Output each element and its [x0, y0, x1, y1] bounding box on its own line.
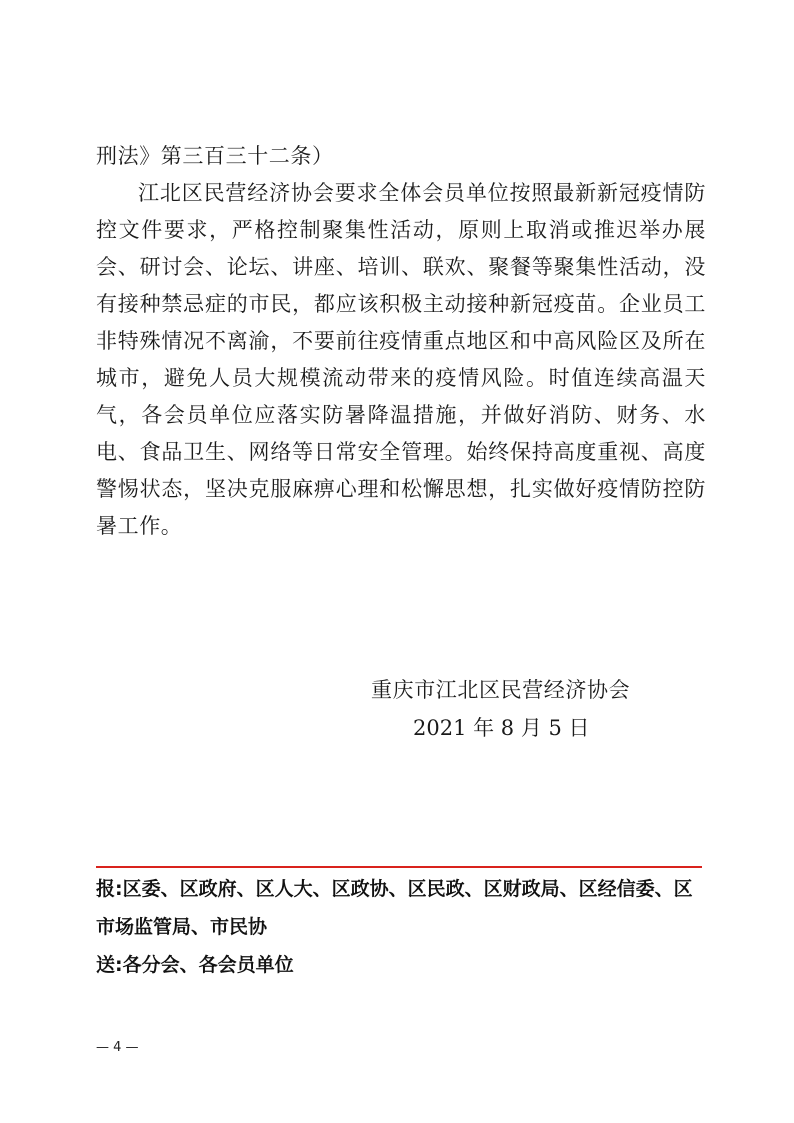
red-divider — [96, 866, 702, 868]
page-number: — 4 — — [96, 1040, 139, 1055]
main-paragraph: 江北区民营经济协会要求全体会员单位按照最新新冠疫情防控文件要求，严格控制聚集性活动，原则上取消或推迟举办展会、研讨会、论坛、讲座、培训、联欢、聚餐等聚集性活动，没有接种禁忌症的市民，都应该积极主动接种新冠疫苗。企业员工非特殊情况不离渝，不要前往疫情重点地区和中高风险区及所在城市，避免人员大规模流动带来的疫情风险。时值连续高温天气，各会员单位应落实防暑降温措施，并做好消防、财务、水电、食品卫生、网络等日常安全管理。始终保持高度重视、高度警惕状态，坚决克服麻痹心理和松懈思想，扎实做好疫情防控防暑工作。 — [96, 181, 706, 538]
report-to-line: 报:区委、区政府、区人大、区政协、区民政、区财政局、区经信委、区市场监管局、市民协 — [96, 878, 693, 938]
signature-date: 2021 年 8 月 5 日 — [413, 716, 590, 740]
continuation-line: 刑法》第三百三十二条） — [96, 144, 334, 168]
signature-organization: 重庆市江北区民营经济协会 — [371, 678, 631, 702]
send-to-line: 送:各分会、各会员单位 — [96, 954, 294, 976]
